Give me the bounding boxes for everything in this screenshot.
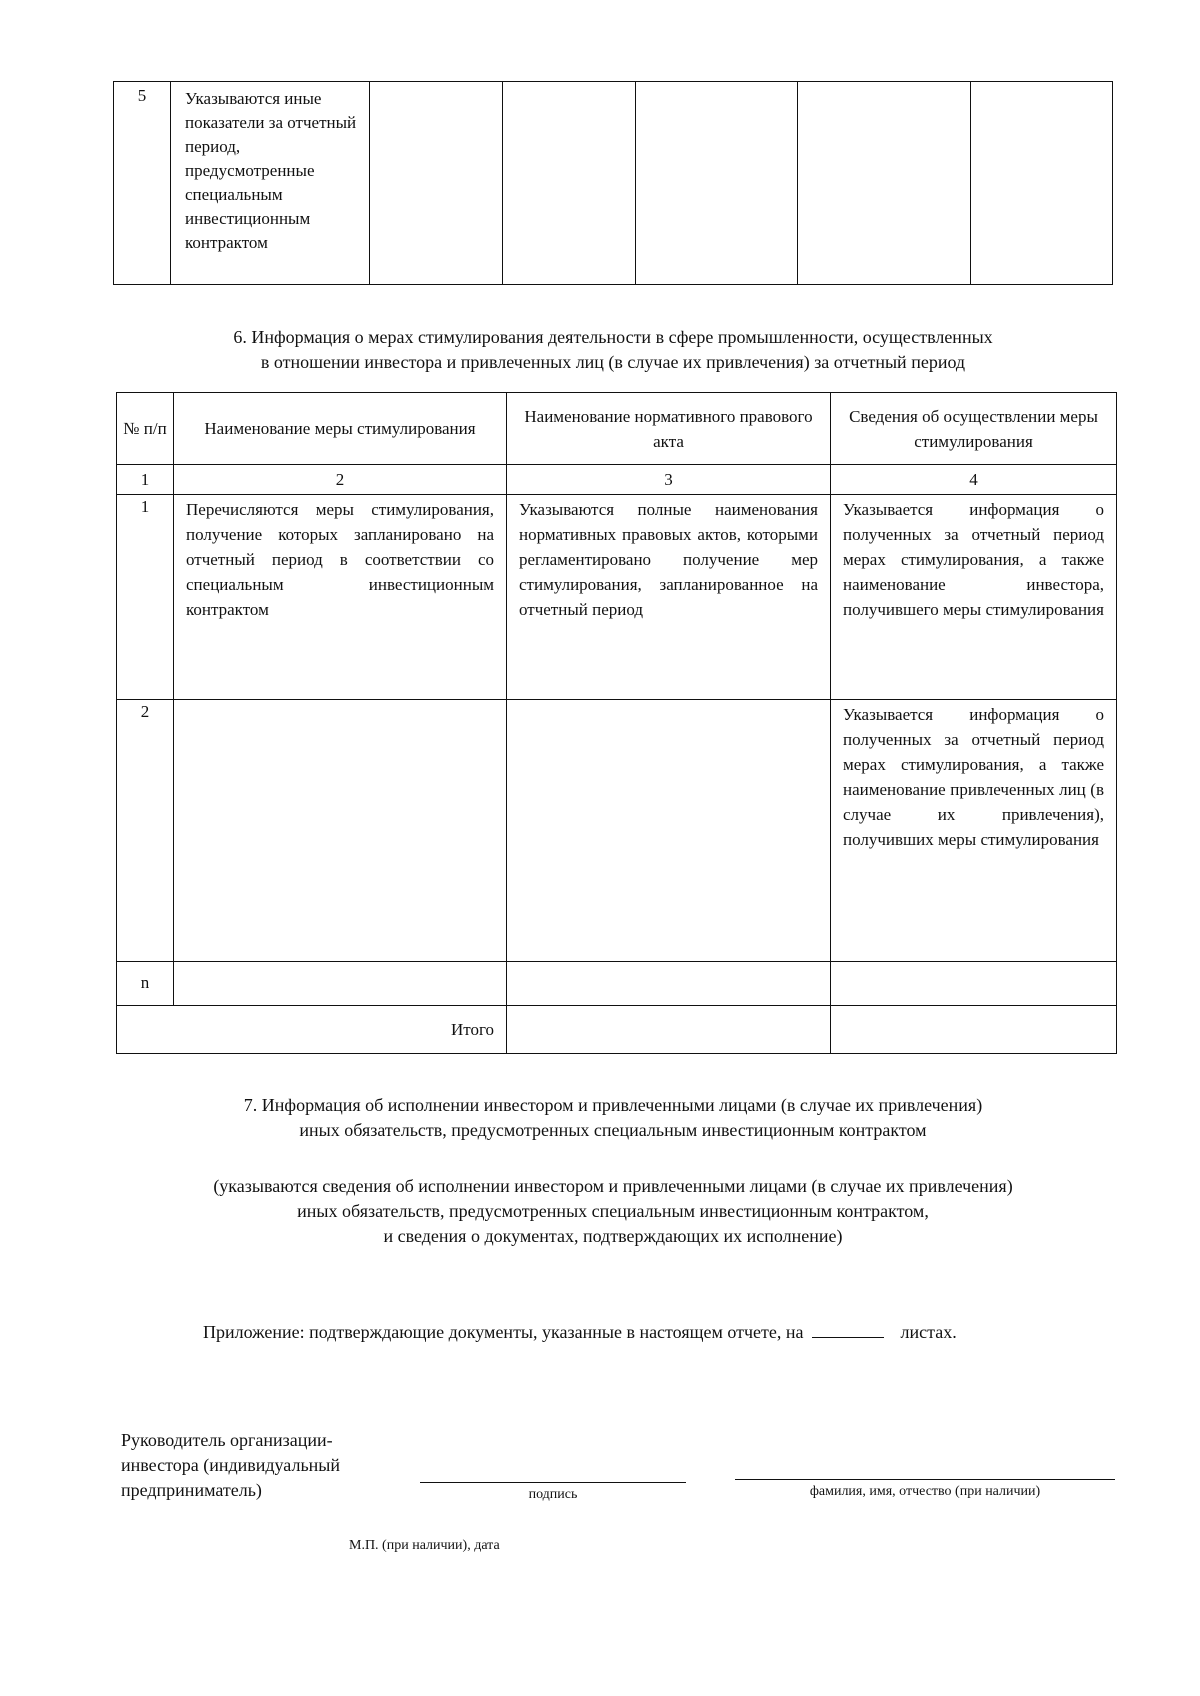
signer-line: предприниматель) xyxy=(121,1480,262,1500)
column-number: 3 xyxy=(507,465,831,495)
implementation-cell xyxy=(831,962,1117,1006)
row-number: 2 xyxy=(117,700,174,962)
appendix-text: Приложение: подтверждающие документы, указанные в настоящем отчете, на xyxy=(203,1322,804,1342)
section7-heading-line2: иных обязательств, предусмотренных специальным инвестиционным контрактом xyxy=(299,1120,927,1140)
signer-line: Руководитель организации- xyxy=(121,1430,333,1450)
section7-heading-line1: 7. Информация об исполнении инвестором и привлеченными лицами (в случае их привлечения) xyxy=(243,1095,983,1115)
full-name-field[interactable] xyxy=(735,1479,1115,1500)
section6-heading xyxy=(113,325,1113,375)
legal-act-cell xyxy=(507,700,831,962)
empty-cell xyxy=(636,82,798,284)
measure-name-cell: Перечисляются меры стимулирования, получение которых запланировано на отчетный период в соответствии со специальным инвестиционным контрактом xyxy=(174,495,507,700)
section7-heading xyxy=(113,1093,1113,1143)
total-legal-act-cell xyxy=(507,1006,831,1054)
indicator-description-cell: Указываются иные показатели за отчетный период, предусмотренные специальным инвестиционным контрактом xyxy=(171,82,370,284)
row-number: 1 xyxy=(117,495,174,700)
header-num: № п/п xyxy=(117,393,174,465)
total-implementation-cell xyxy=(831,1006,1117,1054)
empty-cell xyxy=(971,82,1112,284)
total-label: Итого xyxy=(117,1006,507,1054)
signer-title xyxy=(121,1428,411,1503)
section6-heading-line1: 6. Информация о мерах стимулирования деятельности в сфере промышленности, осуществленных xyxy=(233,327,993,347)
table-row xyxy=(117,700,1117,962)
row-number: n xyxy=(117,962,174,1006)
table-header-row xyxy=(117,393,1117,465)
legal-act-cell: Указываются полные наименования нормативных правовых актов, которыми регламентировано получение мер стимулирования, запланированное на отчетный период xyxy=(507,495,831,700)
legal-act-cell xyxy=(507,962,831,1006)
table-row xyxy=(117,962,1117,1006)
empty-cell xyxy=(370,82,503,284)
column-number: 1 xyxy=(117,465,174,495)
section7-note-line2: иных обязательств, предусмотренных специальным инвестиционным контрактом, xyxy=(297,1201,929,1221)
appendix-suffix: листах. xyxy=(900,1322,957,1342)
incentive-measures-table xyxy=(116,392,1117,1054)
column-number: 2 xyxy=(174,465,507,495)
section7-note-line1: (указываются сведения об исполнении инвестором и привлеченными лицами (в случае их привлечения) xyxy=(213,1176,1013,1196)
appendix-line xyxy=(203,1322,957,1343)
sheet-count-blank[interactable] xyxy=(812,1336,884,1338)
section7-note-line3: и сведения о документах, подтверждающих их исполнение) xyxy=(383,1226,843,1246)
header-implementation: Сведения об осуществлении меры стимулирования xyxy=(831,393,1117,465)
table-row xyxy=(117,495,1117,700)
measure-name-cell xyxy=(174,962,507,1006)
section7-note xyxy=(113,1174,1113,1249)
stamp-date-caption: М.П. (при наличии), дата xyxy=(349,1538,500,1553)
row-number-cell: 5 xyxy=(114,82,171,284)
section6-heading-line2: в отношении инвестора и привлеченных лиц (в случае их привлечения) за отчетный период xyxy=(260,352,966,372)
implementation-cell: Указывается информация о полученных за отчетный период мерах стимулирования, а также наименование привлеченных лиц (в случае их привлечения), получивших меры стимулирования xyxy=(831,700,1117,962)
full-name-caption: фамилия, имя, отчество (при наличии) xyxy=(809,1484,1041,1499)
header-measure-name: Наименование меры стимулирования xyxy=(174,393,507,465)
implementation-cell: Указывается информация о полученных за отчетный период мерах стимулирования, а также наименование инвестора, получившего меры стимулирования xyxy=(831,495,1117,700)
indicators-table-continuation xyxy=(113,81,1113,285)
column-number: 4 xyxy=(831,465,1117,495)
header-legal-act: Наименование нормативного правового акта xyxy=(507,393,831,465)
empty-cell xyxy=(798,82,971,284)
total-row xyxy=(117,1006,1117,1054)
signature-caption: подпись xyxy=(528,1487,578,1502)
signature-field[interactable] xyxy=(420,1482,686,1503)
column-numbers-row xyxy=(117,465,1117,495)
signer-line: инвестора (индивидуальный xyxy=(121,1455,341,1475)
measure-name-cell xyxy=(174,700,507,962)
empty-cell xyxy=(503,82,636,284)
